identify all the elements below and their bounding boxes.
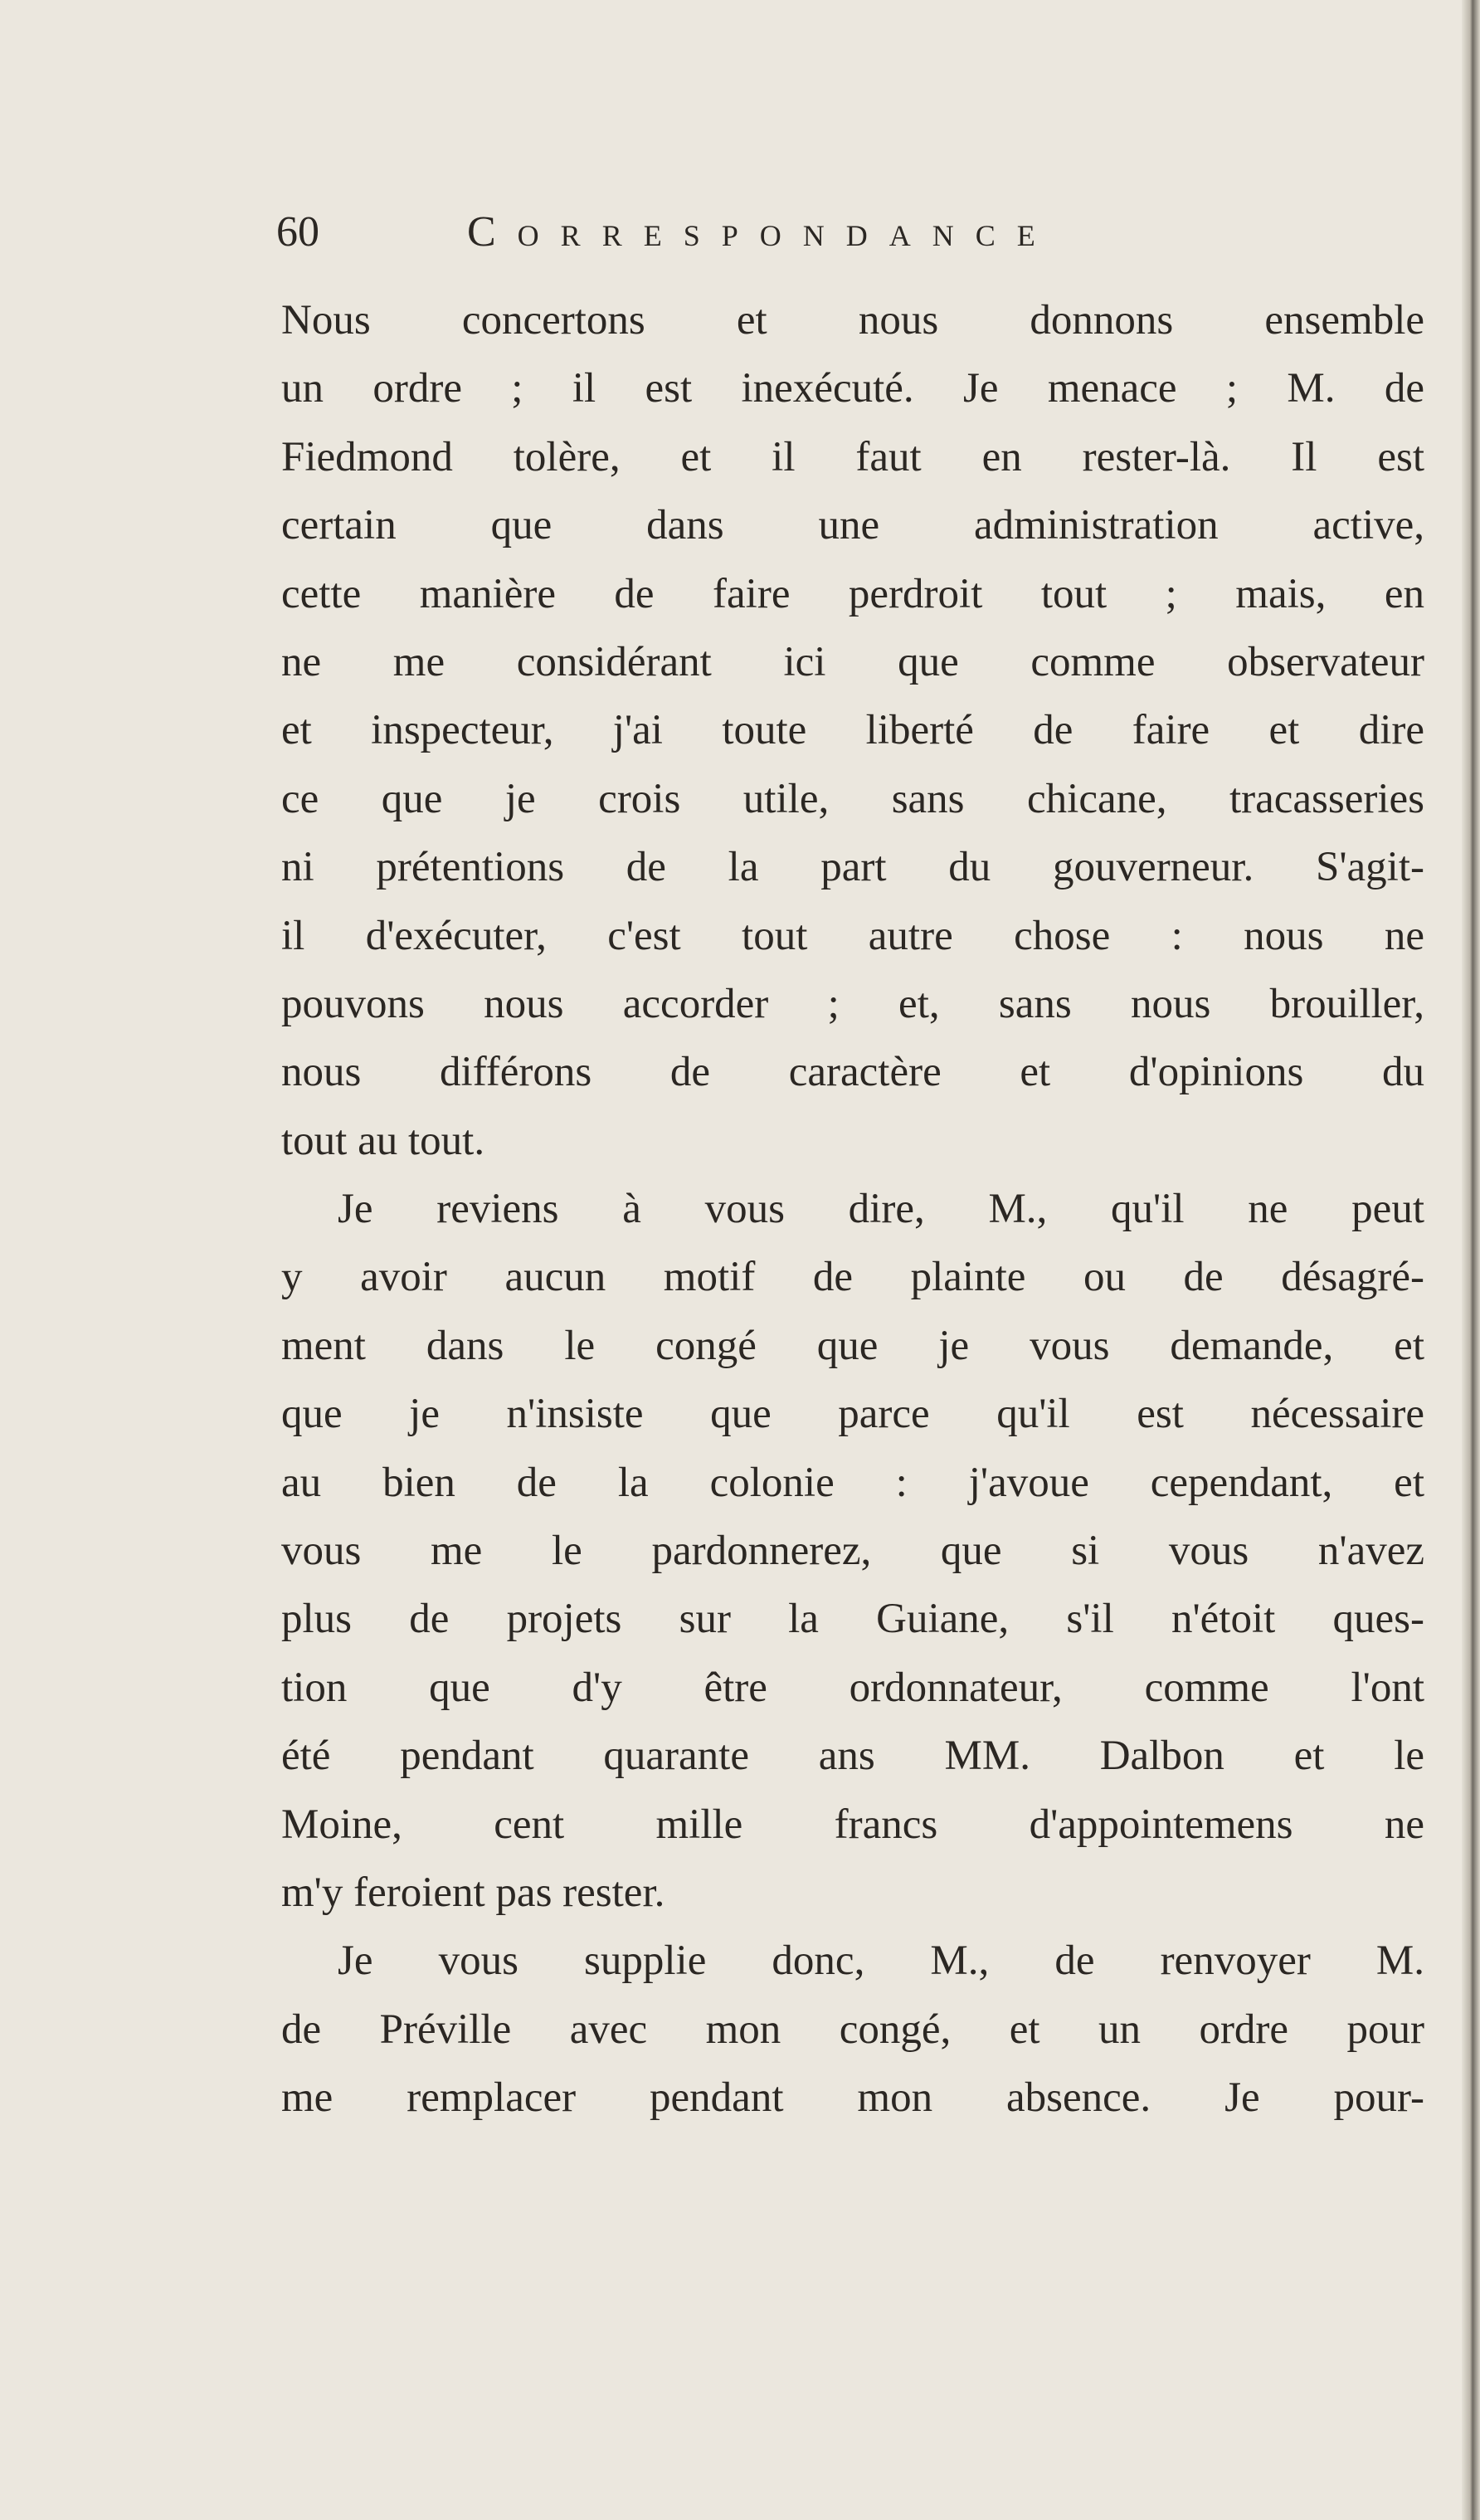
text-line: été pendant quarante ans MM. Dalbon et le [281, 1733, 1424, 1780]
text-line: ni prétentions de la part du gouverneur. S'agit- [281, 844, 1424, 891]
text-line: certain que dans une administration active, [281, 502, 1424, 549]
text-line: il d'exécuter, c'est tout autre chose : nous ne [281, 912, 1424, 959]
text-line: Je reviens à vous dire, M., qu'il ne peut [338, 1186, 1424, 1233]
text-line: nous différons de caractère et d'opinions du [281, 1049, 1424, 1096]
text-line: plus de projets sur la Guiane, s'il n'étoit ques- [281, 1596, 1424, 1643]
text-line: tout au tout. [281, 1117, 485, 1164]
text-line: ment dans le congé que je vous demande, et [281, 1322, 1424, 1369]
text-line: m'y feroient pas rester. [281, 1869, 665, 1916]
page-body [281, 286, 1424, 2132]
text-line: que je n'insiste que parce qu'il est nécessaire [281, 1391, 1424, 1438]
text-line: Je vous supplie donc, M., de renvoyer M. [338, 1938, 1424, 1985]
text-line: tion que d'y être ordonnateur, comme l'ont [281, 1664, 1424, 1711]
page-edge-shadow [1462, 0, 1480, 2520]
text-line: ne me considérant ici que comme observateur [281, 638, 1424, 685]
page-number: 60 [276, 208, 319, 256]
text-line: Fiedmond tolère, et il faut en rester-là. Il est [281, 433, 1424, 480]
text-line: cette manière de faire perdroit tout ; mais, en [281, 570, 1424, 617]
text-line: et inspecteur, j'ai toute liberté de faire et dire [281, 707, 1424, 754]
text-line: Nous concertons et nous donnons ensemble [281, 297, 1424, 344]
text-line: pouvons nous accorder ; et, sans nous brouiller, [281, 980, 1424, 1027]
text-line: un ordre ; il est inexécuté. Je menace ; M. de [281, 365, 1424, 412]
text-line: de Préville avec mon congé, et un ordre pour [281, 2006, 1424, 2053]
running-head: Correspondance [467, 208, 1057, 256]
text-line: au bien de la colonie : j'avoue cependant, et [281, 1459, 1424, 1506]
text-line: Moine, cent mille francs d'appointemens ne [281, 1801, 1424, 1848]
text-line: vous me le pardonnerez, que si vous n'avez [281, 1528, 1424, 1575]
text-line: ce que je crois utile, sans chicane, tracasseries [281, 775, 1424, 822]
page-header [276, 207, 1230, 274]
text-line: me remplacer pendant mon absence. Je pour- [281, 2074, 1424, 2122]
text-line: y avoir aucun motif de plainte ou de désagré- [281, 1254, 1424, 1301]
